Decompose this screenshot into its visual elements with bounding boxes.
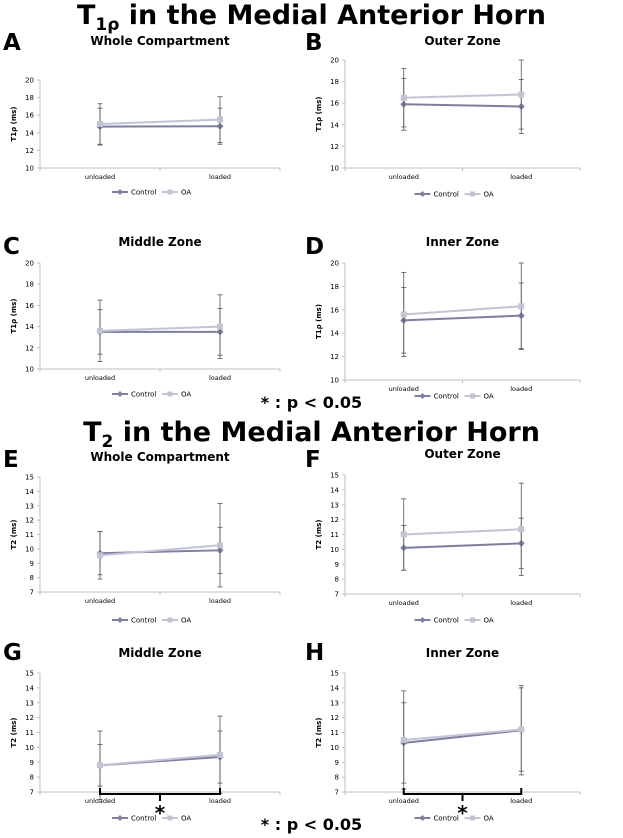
y-tick-label: 18 (25, 280, 34, 289)
y-tick-label: 9 (334, 560, 339, 569)
y-tick-label: 11 (25, 531, 34, 539)
chart-title: Whole Compartment (90, 34, 230, 48)
y-tick-label: 14 (330, 329, 339, 338)
t1rho-title-main: T (76, 0, 96, 31)
legend-oa-label: OA (181, 814, 192, 823)
y-tick-label: 11 (25, 729, 34, 737)
legend-control-marker (420, 815, 426, 821)
y-tick-label: 12 (25, 516, 34, 525)
y-tick-label: 7 (29, 788, 34, 797)
y-tick-label: 16 (25, 111, 34, 120)
y-tick-label: 8 (334, 575, 339, 584)
y-tick-label: 12 (25, 146, 34, 155)
y-tick-label: 16 (25, 301, 34, 310)
y-tick-label: 10 (330, 743, 339, 752)
y-tick-label: 12 (330, 353, 339, 362)
legend-oa-label: OA (181, 616, 192, 625)
x-tick-label: loaded (510, 385, 533, 393)
x-tick-label: unloaded (84, 797, 116, 805)
chart-title: Outer Zone (424, 34, 501, 48)
y-tick-label: 10 (25, 365, 34, 374)
y-tick-label: 15 (330, 669, 339, 678)
y-tick-label: 14 (25, 323, 34, 332)
y-tick-label: 10 (25, 743, 34, 752)
y-tick-label: 10 (330, 376, 339, 385)
panel-label-a: A (3, 30, 21, 56)
y-tick-label: 15 (25, 669, 34, 678)
x-tick-label: unloaded (388, 797, 419, 805)
significance-bracket (404, 788, 522, 794)
y-axis-label: T2 (ms) (315, 717, 323, 748)
significance-star: * (457, 801, 468, 825)
y-axis-label: T1ρ (ms) (10, 298, 18, 334)
y-tick-label: 16 (330, 99, 339, 108)
y-tick-label: 13 (330, 501, 339, 510)
panel-label-d: D (305, 234, 325, 260)
y-tick-label: 12 (25, 344, 34, 353)
t2-title-rest: in the Medial Anterior Horn (113, 417, 540, 448)
y-tick-label: 8 (334, 773, 339, 782)
series-line-control (404, 730, 522, 743)
chart-title: Whole Compartment (90, 450, 230, 464)
y-tick-label: 18 (25, 94, 34, 103)
y-axis-label: T1ρ (ms) (10, 106, 18, 142)
legend-control-label: Control (433, 392, 459, 401)
panel-label-e: E (3, 447, 19, 473)
y-tick-label: 7 (334, 590, 339, 599)
significance-star: * (154, 801, 166, 825)
legend-control-label: Control (131, 390, 157, 399)
y-tick-label: 7 (29, 588, 34, 597)
y-axis-label: T1ρ (ms) (315, 96, 323, 132)
y-axis-label: T2 (ms) (10, 519, 18, 550)
y-tick-label: 8 (29, 773, 34, 782)
chart-title: Middle Zone (118, 235, 202, 249)
legend-oa-label: OA (483, 814, 494, 823)
data-point-oa (401, 737, 407, 743)
legend-control-label: Control (131, 814, 157, 823)
legend-oa-label: OA (181, 390, 192, 399)
legend-control-label: Control (433, 814, 459, 823)
y-tick-label: 13 (330, 699, 339, 708)
panel-label-h: H (305, 640, 325, 666)
t2-title-sub: 2 (101, 432, 114, 452)
panel-label-c: C (3, 234, 20, 260)
y-tick-label: 7 (334, 788, 339, 797)
y-tick-label: 11 (330, 729, 339, 737)
y-tick-label: 14 (25, 684, 34, 693)
series-line-oa (404, 730, 522, 740)
y-tick-label: 10 (25, 164, 34, 173)
panel-label-g: G (3, 640, 22, 666)
y-axis-label: T2 (ms) (315, 519, 323, 550)
x-tick-label: loaded (510, 797, 533, 805)
y-tick-label: 9 (29, 559, 34, 568)
chart-title: Middle Zone (118, 646, 202, 660)
y-tick-label: 14 (330, 121, 339, 130)
x-tick-label: unloaded (388, 173, 419, 181)
y-tick-label: 16 (330, 306, 339, 315)
y-tick-label: 10 (330, 545, 339, 554)
y-tick-label: 12 (330, 714, 339, 723)
y-tick-label: 14 (330, 684, 339, 693)
y-tick-label: 8 (29, 574, 34, 583)
t2-title-main: T (83, 417, 102, 448)
chart-title: Outer Zone (424, 447, 501, 461)
chart-title: Inner Zone (425, 235, 500, 249)
y-tick-label: 20 (25, 76, 34, 85)
significance-note-top: * : p < 0.05 (260, 393, 363, 412)
x-tick-label: unloaded (84, 374, 116, 382)
y-tick-label: 13 (25, 699, 34, 708)
y-tick-label: 18 (330, 78, 339, 87)
y-tick-label: 14 (330, 486, 339, 495)
y-tick-label: 20 (330, 259, 339, 268)
x-tick-label: loaded (510, 599, 533, 607)
x-tick-label: unloaded (388, 599, 419, 607)
panel-label-b: B (305, 30, 323, 56)
legend-oa-label: OA (181, 188, 192, 197)
y-tick-label: 10 (330, 164, 339, 173)
y-tick-label: 11 (330, 531, 339, 539)
panel-label-f: F (305, 447, 321, 473)
y-tick-label: 12 (330, 516, 339, 525)
y-tick-label: 12 (25, 714, 34, 723)
y-tick-label: 14 (25, 129, 34, 138)
y-axis-label: T2 (ms) (10, 717, 18, 748)
legend-oa-label: OA (483, 616, 494, 625)
x-tick-label: loaded (510, 173, 533, 181)
significance-note-bottom: * : p < 0.05 (260, 815, 363, 834)
y-axis-label: T1ρ (ms) (315, 304, 323, 339)
y-tick-label: 12 (330, 142, 339, 151)
y-tick-label: 20 (330, 56, 339, 65)
x-tick-label: loaded (208, 173, 232, 181)
x-tick-label: unloaded (388, 385, 419, 393)
legend-control-label: Control (131, 188, 157, 197)
legend-control-label: Control (433, 616, 459, 625)
y-tick-label: 9 (334, 758, 339, 767)
y-tick-label: 9 (29, 758, 34, 767)
data-point-oa (518, 727, 524, 733)
y-tick-label: 10 (25, 545, 34, 554)
y-tick-label: 13 (25, 502, 34, 511)
x-tick-label: loaded (208, 374, 232, 382)
legend-oa-label: OA (483, 392, 494, 401)
y-tick-label: 15 (25, 473, 34, 482)
t1rho-title-rest: in the Medial Anterior Horn (119, 0, 547, 31)
legend-control-label: Control (433, 190, 459, 199)
legend-control-label: Control (131, 616, 157, 625)
chart-title: Inner Zone (425, 646, 500, 660)
y-tick-label: 20 (25, 259, 34, 268)
y-tick-label: 14 (25, 487, 34, 496)
legend-oa-label: OA (483, 190, 494, 199)
y-tick-label: 15 (330, 471, 339, 480)
x-tick-label: unloaded (84, 173, 116, 181)
x-tick-label: loaded (208, 797, 232, 805)
t1rho-title-sub: 1ρ (95, 15, 120, 35)
y-tick-label: 18 (330, 282, 339, 291)
legend-oa-marker (470, 816, 475, 821)
x-tick-label: unloaded (84, 597, 116, 605)
x-tick-label: loaded (208, 597, 232, 605)
